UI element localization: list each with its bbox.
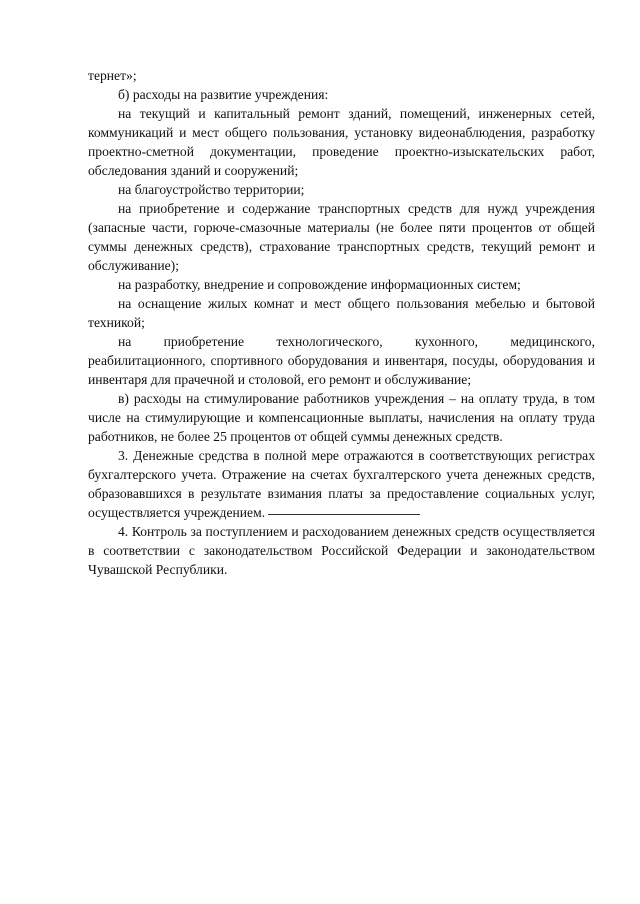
document-page xyxy=(88,66,595,579)
paragraph-continuation: тернет»; xyxy=(88,68,137,83)
paragraph-staff-incentives: в) расходы на стимулирование работников учреждения – на оплату труда, в том числе на стимулирующие и компенсационные выплаты, начисления на оплату труда работников, не более 25 процентов от общей суммы денежных средств. xyxy=(88,391,595,444)
paragraph-transport: на приобретение и содержание транспортных средств для нужд учреждения (запасные части, горюче-смазочные материалы (не более пяти процентов от общей суммы денежных средств), страхование транспортных средств, текущий ремонт и обслуживание); xyxy=(88,201,595,273)
paragraph-equipment: на приобретение технологического, кухонного, медицинского, реабилитационного, спортивного оборудования и инвентаря, посуды, оборудования и инвентаря для прачечной и столовой, его ремонт и обслуживание; xyxy=(88,334,595,387)
paragraph-landscaping: на благоустройство территории; xyxy=(118,182,305,197)
paragraph-development-expenses: б) расходы на развитие учреждения: xyxy=(118,87,329,102)
paragraph-item-4: 4. Контроль за поступлением и расходованием денежных средств осуществляется в соответствии с законодательством Российской Федерации и законодательством Чувашской Республики. xyxy=(88,524,595,577)
paragraph-information-systems: на разработку, внедрение и сопровождение информационных систем; xyxy=(118,277,521,292)
end-separator-line xyxy=(268,514,420,515)
paragraph-repair: на текущий и капитальный ремонт зданий, помещений, инженерных сетей, коммуникаций и мест общего пользования, установку видеонаблюдения, разработку проектно-сметной документации, проведение проектно-изыскательских работ, обследования зданий и сооружений; xyxy=(88,106,595,178)
paragraph-item-3: 3. Денежные средства в полной мере отражаются в соответствующих регистрах бухгалтерского учета. Отражение на счетах бухгалтерского учета денежных средств, образовавшихся в результате взимания платы за предоставление социальных услуг, осуществляется учреждением. xyxy=(88,448,595,520)
paragraph-furniture: на оснащение жилых комнат и мест общего пользования мебелью и бытовой техникой; xyxy=(88,296,595,330)
